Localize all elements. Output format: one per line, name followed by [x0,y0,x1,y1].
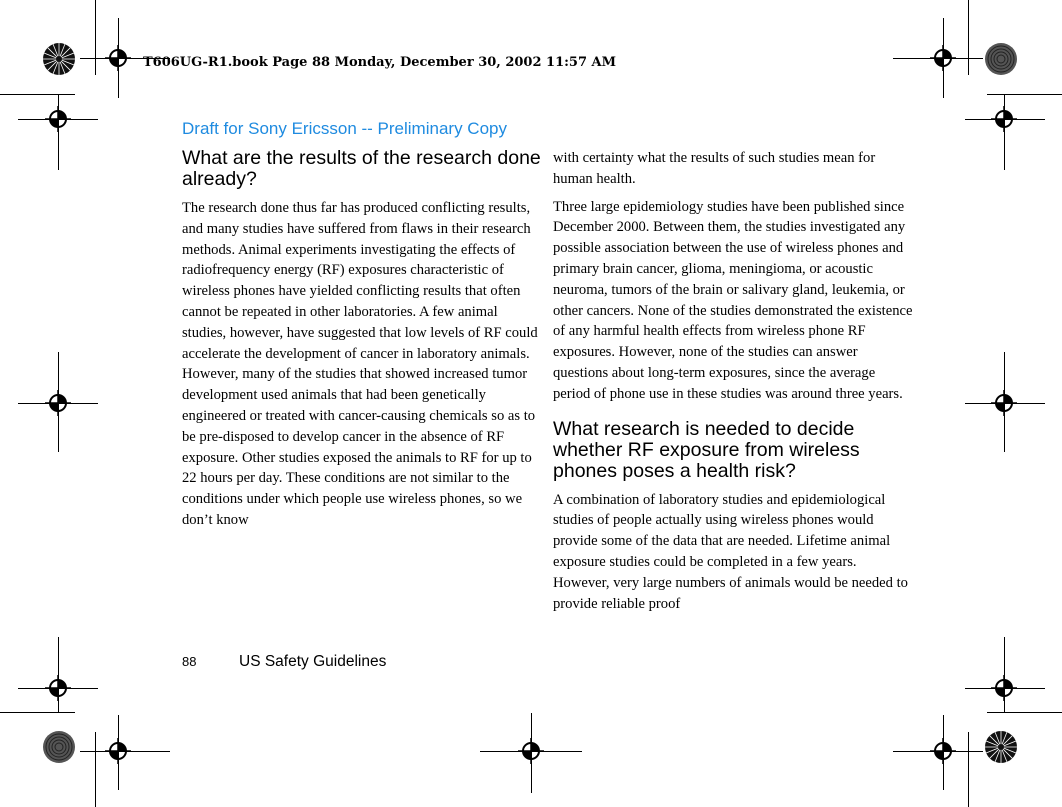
draft-notice: Draft for Sony Ericsson -- Preliminary Copy [182,119,507,138]
registration-line [1004,95,1005,170]
starburst-mark-icon [42,42,76,76]
crop-mark [968,732,969,807]
body-paragraph: The research done thus far has produced conflicting results, and many studies have suffered from flaws in their research methods. Animal experiments investigating the effects of radiofrequency energy (RF) exposures characteristic of wireless phones have yielded conflicting results that often cannot be repeated in other laboratories. A few animal studies, however, have suggested that low levels of RF could accelerate the development of cancer in laboratory animals. However, many of the studies that showed increased tumor development used animals that had been genetically engineered or treated with cancer-causing chemicals so as to be pre-disposed to develop cancer in the absence of RF exposure. Other studies exposed the animals to RF for up to 22 hours per day. These conditions are not similar to the conditions under which people use wireless phones, so we don’t know [182,200,538,528]
registration-line [58,352,59,452]
registration-line [18,403,98,404]
registration-line [80,751,170,752]
page-number: 88 [182,654,197,669]
starburst-mark-icon [42,730,76,764]
registration-line [893,751,983,752]
crop-mark [0,94,75,95]
registration-line [58,637,59,712]
crop-mark [0,712,75,713]
registration-line [965,119,1045,120]
crop-mark [95,0,96,75]
body-paragraph-combination: A combination of laboratory studies and epidemiological studies of people actually using wireless phones would provide some of the data that are needed. Lifetime animal exposure studies could be completed in a few years. However, very large numbers of animals would be needed to provide reliable proof [553,491,908,612]
crop-mark [987,94,1062,95]
registration-line [58,95,59,170]
crop-mark [968,0,969,75]
registration-line [893,58,983,59]
starburst-mark-icon [984,730,1018,764]
left-column [182,148,542,531]
page-footer [182,653,386,671]
crop-mark [987,712,1062,713]
section-heading-results: What are the results of the research done already? [182,147,541,190]
registration-line [1004,637,1005,712]
body-paragraph-continuation: with certainty what the results of such studies mean for human health. [553,150,876,187]
body-paragraph-epidemiology: Three large epidemiology studies have been published since December 2000. Between them, the studies investigated any possible association between the use of wireless phones and primary brain cancer, glioma, meningioma, or acoustic neuroma, tumors of the brain or salivary gland, leukemia, or other cancers. None of the studies demonstrated the existence of any harmful health effects from wireless phone RF exposures. However, none of the studies can answer questions about long-term exposures, since the average period of phone use in these studies was around three years. [553,198,913,402]
registration-line [18,119,98,120]
registration-line [1004,352,1005,452]
crop-mark [95,732,96,807]
registration-line [943,715,944,790]
registration-line [965,688,1045,689]
right-column [553,148,913,614]
registration-line [965,403,1045,404]
footer-section-title: US Safety Guidelines [239,653,387,670]
print-header: T606UG-R1.book Page 88 Monday, December 30, 2002 11:57 AM [143,55,617,70]
starburst-mark-icon [984,42,1018,76]
registration-line [118,715,119,790]
registration-line [531,713,532,793]
registration-line [18,688,98,689]
registration-line [480,751,582,752]
section-heading-research-needed: What research is needed to decide whether RF exposure from wireless phones poses a health risk? [553,417,860,482]
